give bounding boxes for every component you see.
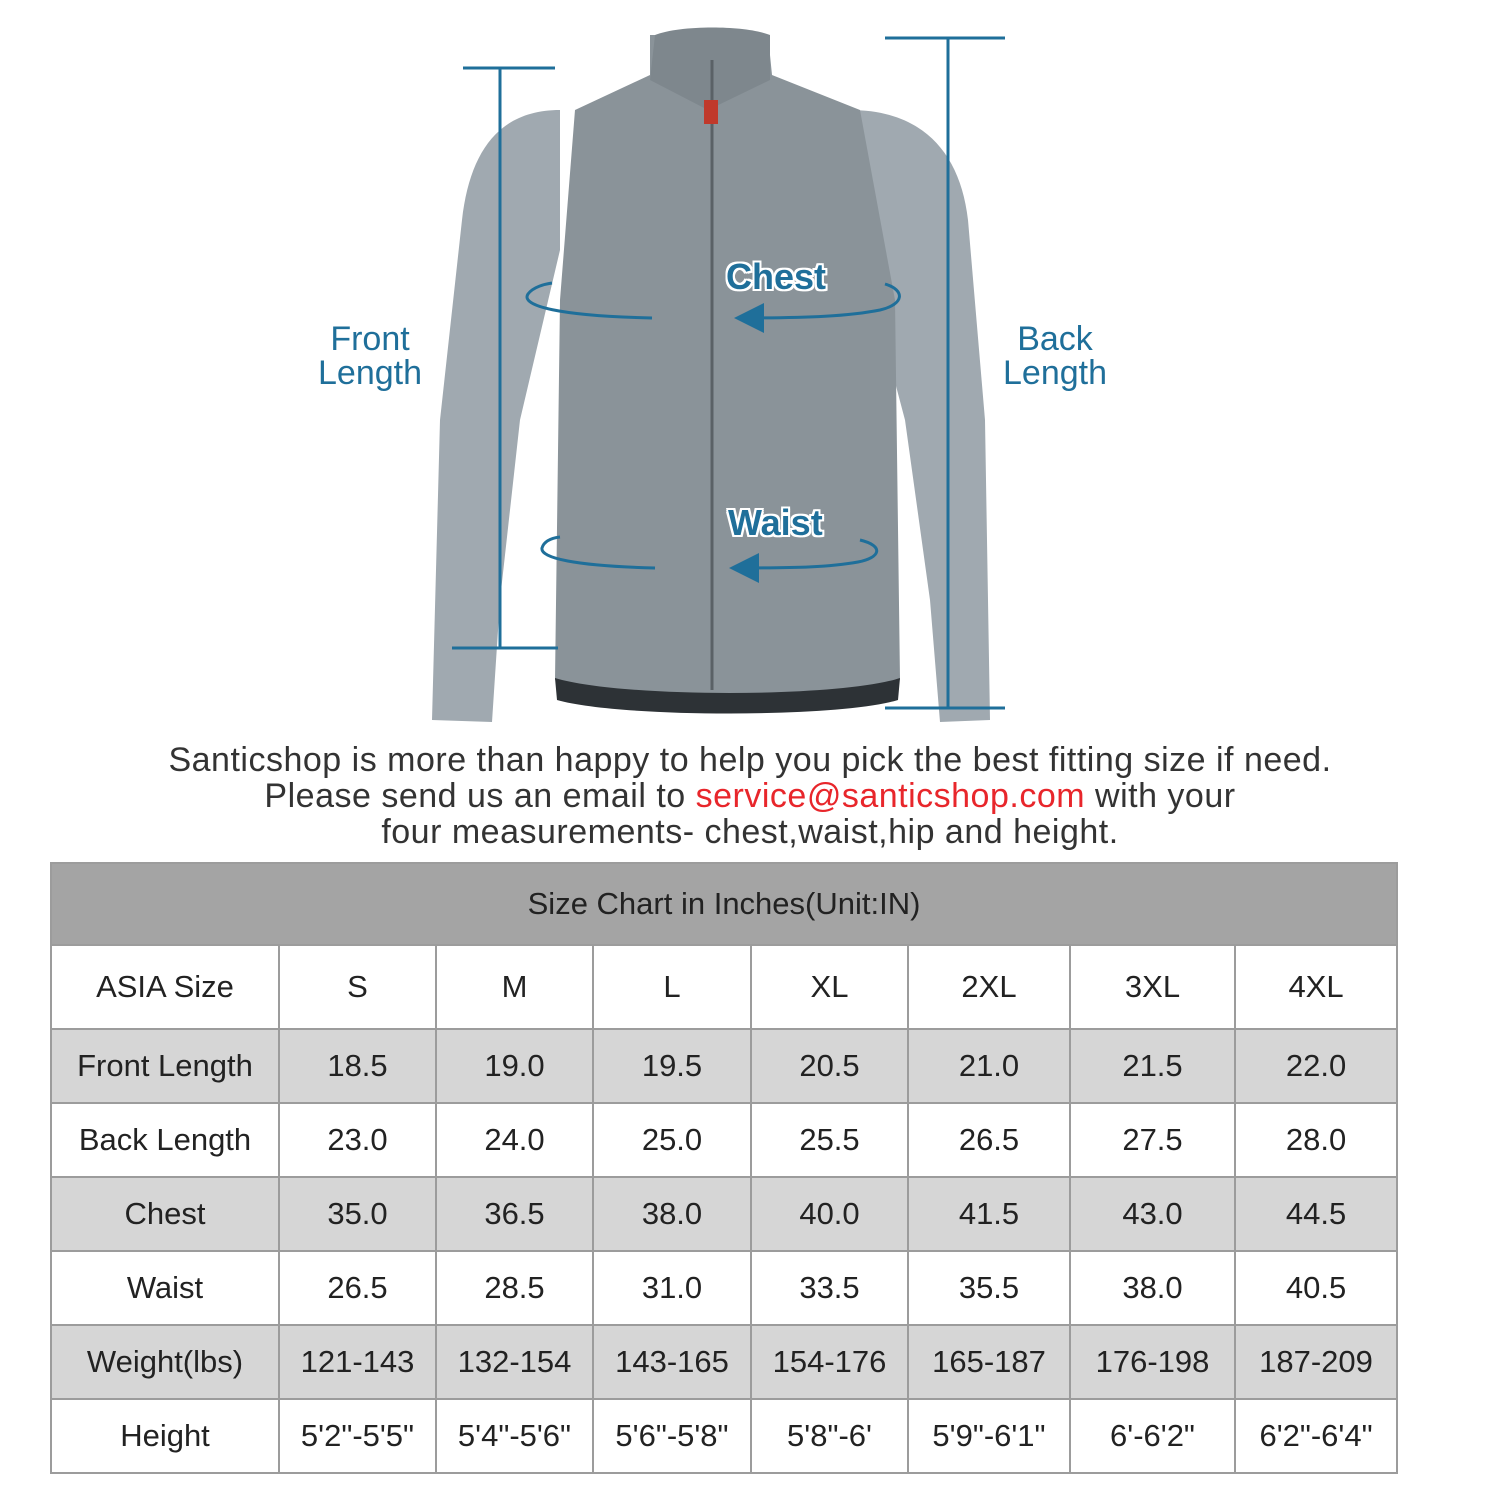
table-cell: 38.0	[593, 1177, 751, 1251]
table-row	[51, 1177, 1397, 1251]
table-cell: 26.5	[279, 1251, 436, 1325]
size-header-cell: 3XL	[1070, 945, 1235, 1029]
size-header-cell: XL	[751, 945, 908, 1029]
table-cell: 5'2"-5'5"	[279, 1399, 436, 1473]
table-cell: 43.0	[1070, 1177, 1235, 1251]
row-label: Height	[51, 1399, 279, 1473]
help-line-1: Santicshop is more than happy to help you pick the best fitting size if need.	[168, 741, 1332, 779]
size-header-cell: 2XL	[908, 945, 1070, 1029]
row-label: Waist	[51, 1251, 279, 1325]
row-label: Weight(lbs)	[51, 1325, 279, 1399]
table-row	[51, 1325, 1397, 1399]
help-line-3: four measurements- chest,waist,hip and height.	[381, 813, 1119, 851]
table-row	[51, 1103, 1397, 1177]
table-row	[51, 1399, 1397, 1473]
table-cell: 24.0	[436, 1103, 593, 1177]
table-cell: 33.5	[751, 1251, 908, 1325]
table-cell: 40.5	[1235, 1251, 1397, 1325]
table-cell: 21.0	[908, 1029, 1070, 1103]
table-cell: 40.0	[751, 1177, 908, 1251]
help-text	[40, 742, 1460, 850]
table-cell: 44.5	[1235, 1177, 1397, 1251]
table-cell: 36.5	[436, 1177, 593, 1251]
row-label: Chest	[51, 1177, 279, 1251]
size-header-cell: L	[593, 945, 751, 1029]
table-cell: 21.5	[1070, 1029, 1235, 1103]
table-cell: 6'2"-6'4"	[1235, 1399, 1397, 1473]
table-cell: 18.5	[279, 1029, 436, 1103]
jersey-body	[555, 35, 900, 695]
size-chart-table	[50, 862, 1398, 1474]
waist-label: Waist	[728, 502, 823, 543]
table-cell: 5'9"-6'1"	[908, 1399, 1070, 1473]
size-header-label: ASIA Size	[51, 945, 279, 1029]
table-cell: 25.5	[751, 1103, 908, 1177]
table-cell: 28.5	[436, 1251, 593, 1325]
table-cell: 6'-6'2"	[1070, 1399, 1235, 1473]
back-length-label: Back Length	[1003, 320, 1107, 392]
table-row	[51, 1029, 1397, 1103]
size-header-row	[51, 945, 1397, 1029]
table-cell: 35.5	[908, 1251, 1070, 1325]
table-cell: 22.0	[1235, 1029, 1397, 1103]
table-cell: 187-209	[1235, 1325, 1397, 1399]
support-email-link[interactable]: service@santicshop.com	[695, 777, 1086, 815]
row-label: Front Length	[51, 1029, 279, 1103]
table-cell: 20.5	[751, 1029, 908, 1103]
table-cell: 143-165	[593, 1325, 751, 1399]
table-cell: 5'8"-6'	[751, 1399, 908, 1473]
table-cell: 5'4"-5'6"	[436, 1399, 593, 1473]
front-length-label: Front Length	[318, 320, 422, 392]
table-cell: 27.5	[1070, 1103, 1235, 1177]
table-cell: 121-143	[279, 1325, 436, 1399]
table-cell: 176-198	[1070, 1325, 1235, 1399]
table-cell: 38.0	[1070, 1251, 1235, 1325]
row-label: Back Length	[51, 1103, 279, 1177]
zipper-pull	[704, 100, 718, 124]
left-sleeve	[432, 110, 560, 722]
size-chart-caption: Size Chart in Inches(Unit:IN)	[51, 863, 1397, 945]
table-cell: 26.5	[908, 1103, 1070, 1177]
jersey-diagram	[0, 0, 1500, 740]
size-header-cell: 4XL	[1235, 945, 1397, 1029]
help-line-2: Please send us an email to service@santicshop.com with your	[264, 777, 1236, 815]
table-cell: 28.0	[1235, 1103, 1397, 1177]
table-cell: 35.0	[279, 1177, 436, 1251]
table-cell: 41.5	[908, 1177, 1070, 1251]
size-header-cell: S	[279, 945, 436, 1029]
table-cell: 5'6"-5'8"	[593, 1399, 751, 1473]
size-header-cell: M	[436, 945, 593, 1029]
chest-label: Chest	[726, 256, 827, 297]
table-cell: 23.0	[279, 1103, 436, 1177]
table-cell: 19.5	[593, 1029, 751, 1103]
table-cell: 25.0	[593, 1103, 751, 1177]
table-cell: 154-176	[751, 1325, 908, 1399]
table-cell: 165-187	[908, 1325, 1070, 1399]
table-row	[51, 1251, 1397, 1325]
table-cell: 31.0	[593, 1251, 751, 1325]
table-cell: 132-154	[436, 1325, 593, 1399]
table-cell: 19.0	[436, 1029, 593, 1103]
